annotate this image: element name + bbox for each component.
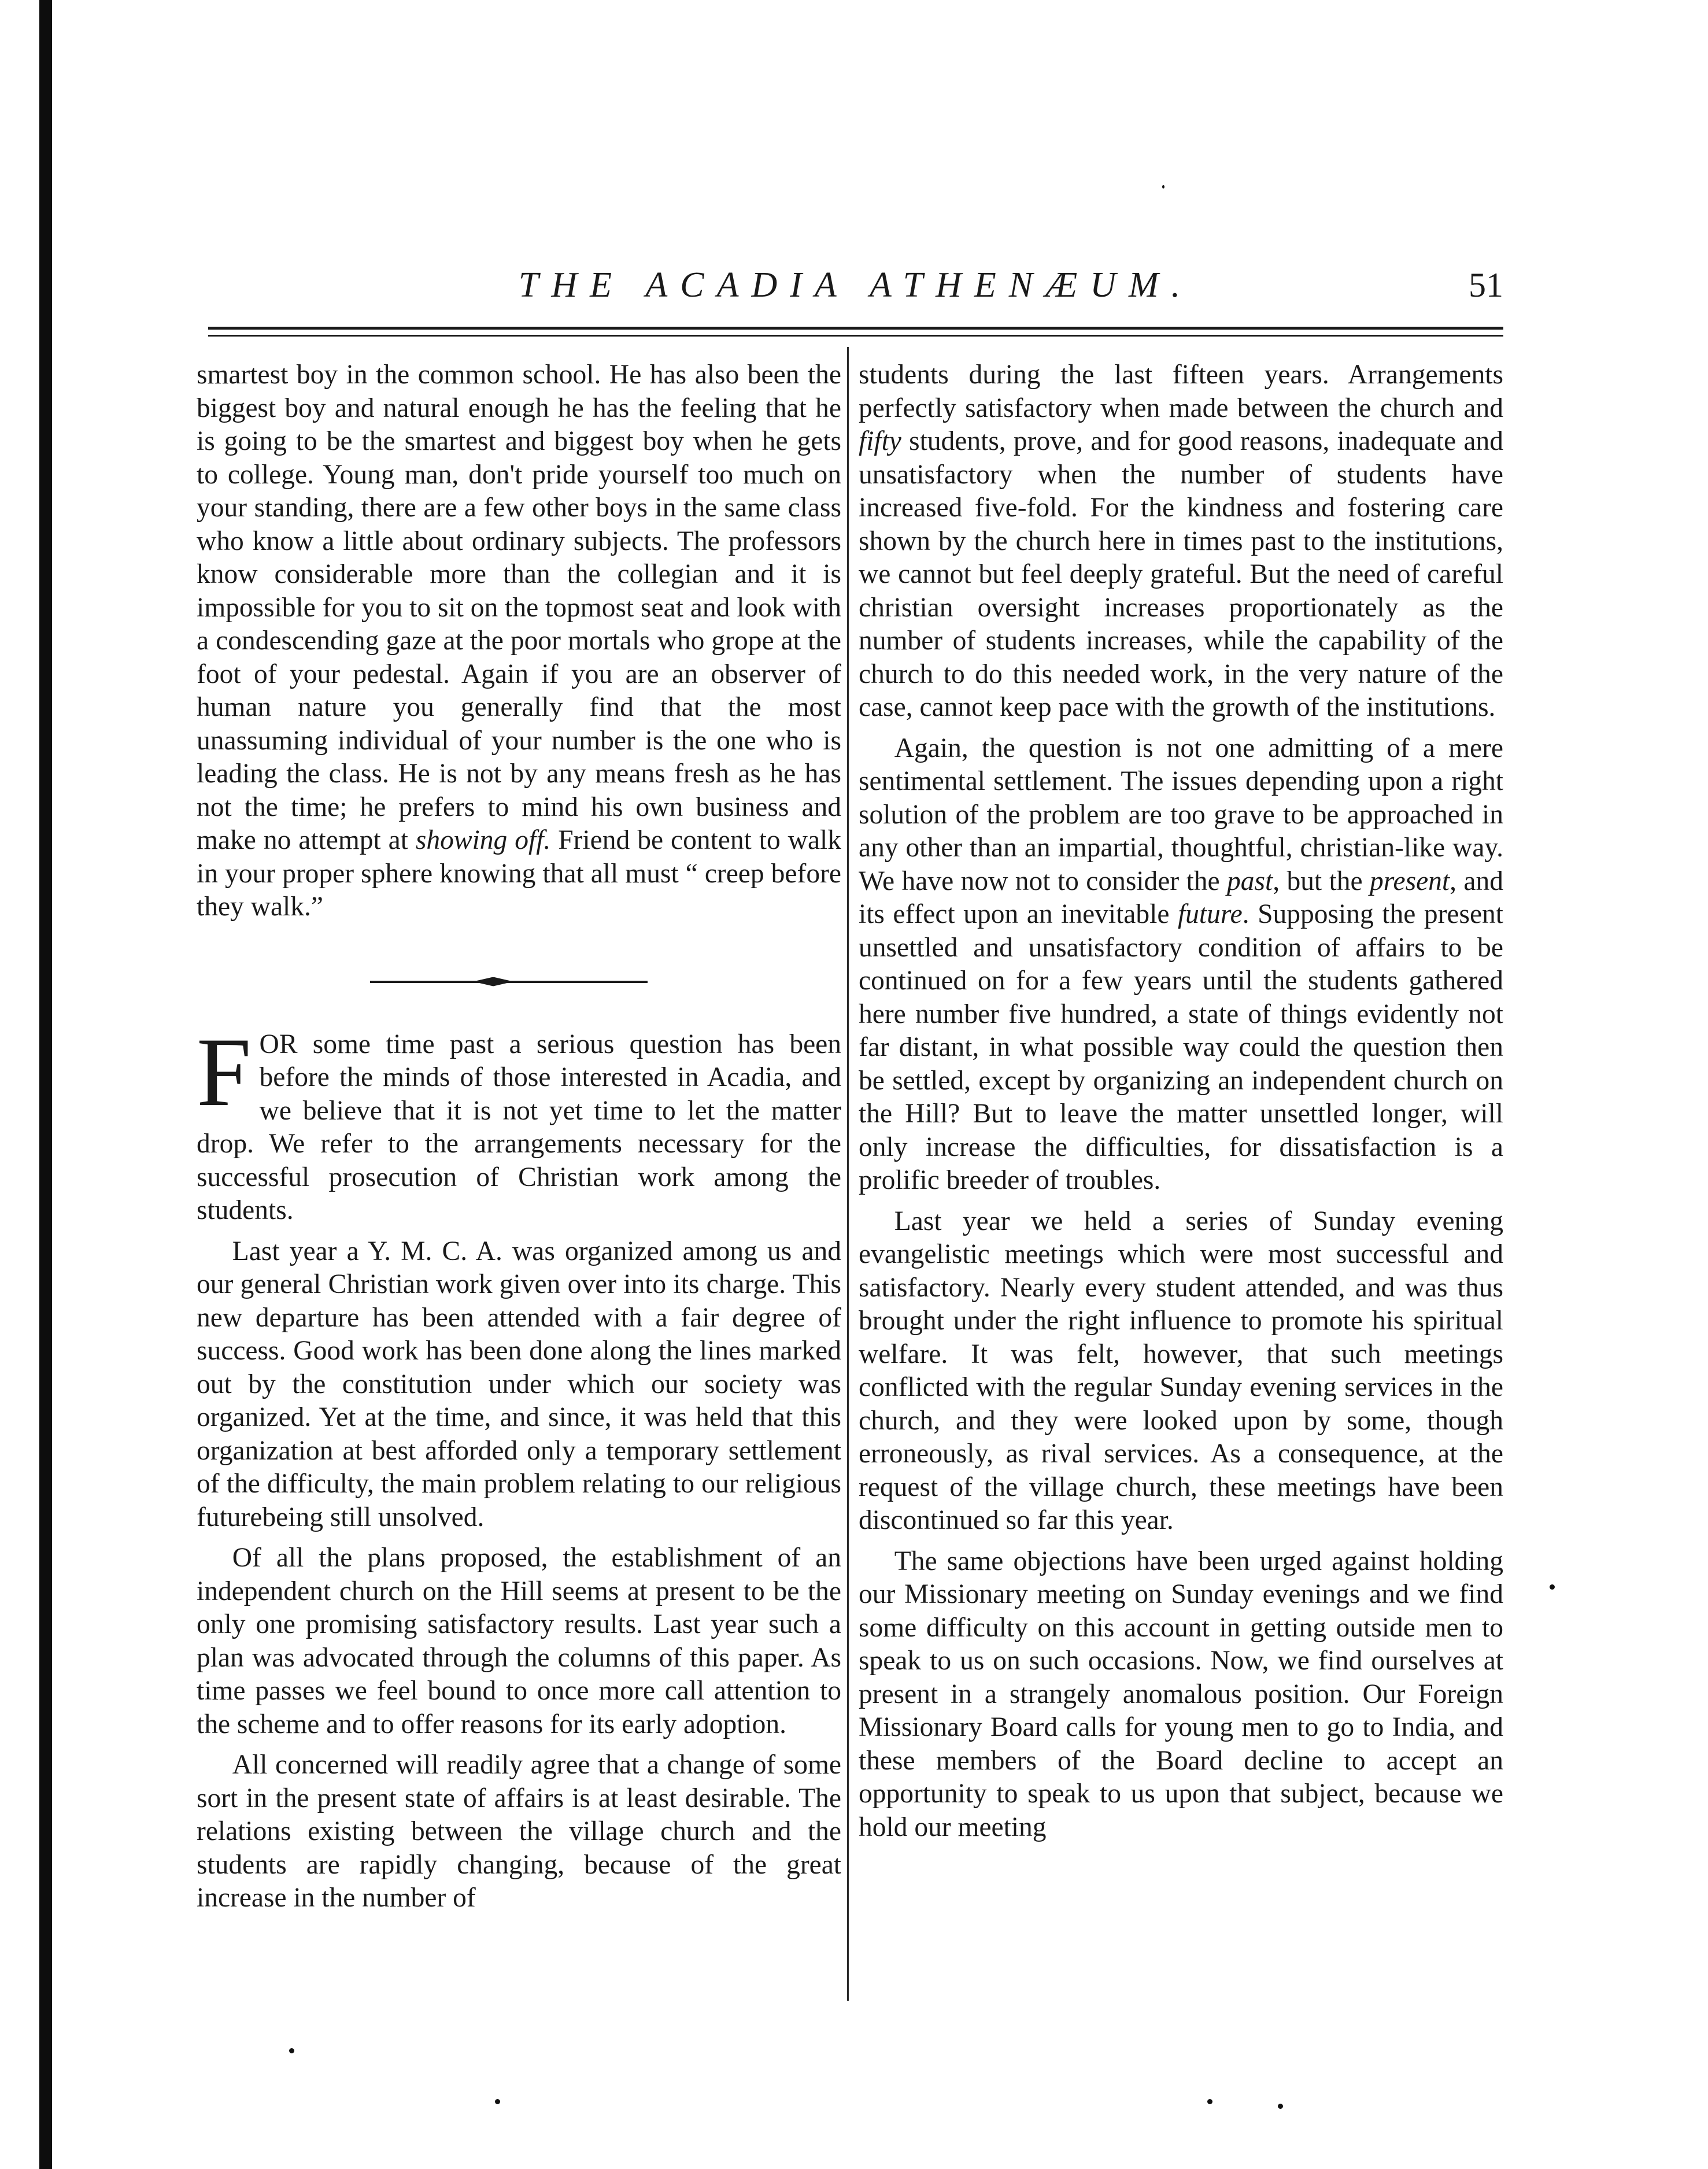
article-paragraph: Of all the plans proposed, the establishment of an independent church on the Hill seems at present to be the only one promising satisfactory results. Last year such a plan was advocated through the columns of this paper. As time passes we feel bound to once more call attention to the scheme and to offer reasons for its early adoption.: [197, 1543, 841, 1739]
continued-paragraph: [197, 359, 841, 924]
binding-edge: [39, 0, 52, 2169]
paragraph-text: Again, the question is not one admitting of a mere sentimental settlement. The issues depending upon a right solution of the problem are too grave to be approached in any other than an impartial, thoughtful, christian-like way. We have now not to consider the: [859, 733, 1503, 896]
running-head: [208, 259, 1503, 311]
italic-text: present: [1370, 866, 1450, 896]
drop-cap: F: [197, 1017, 252, 1126]
paragraph-text: students during the last fifteen years. Arrangements perfectly satisfactory when made between the church and: [859, 360, 1503, 423]
article-paragraph: Last year we held a series of Sunday evening evangelistic meetings which were most successful and satisfactory. Nearly every student attended, and was thus brought under the right influence to promote his spiritual welfare. It was felt, however, that such meetings conflicted with the regular Sunday evening services in the church, and they were looked upon by some, though erroneously, as rival services. As a consequence, at the request of the village church, these meetings have been discontinued so far this year.: [859, 1206, 1503, 1535]
paragraph-text: smartest boy in the common school. He has also been the biggest boy and natural enough he has the feeling that he is going to be the smartest and biggest boy when he gets to college. Young man, don't pride yourself too much on your standing, there are a few other boys in the same class who know a little about ordinary subjects. The professors know considerable more than the collegian and it is impossible for you to sit on the topmost seat and look with a condescending gaze at the poor mortals who grope at the foot of your pedestal. Again if you are an observer of human nature you generally find that the most unassuming individual of your number is the one who is leading the class. He is not by any means fresh as he has not the time; he prefers to mind his own business and make no attempt at: [197, 360, 841, 855]
paragraph-text: . Supposing the present unsettled and unsatisfactory condition of affairs to be continued on for a few years until the students gathered here number five hundred, a state of things evidently not far distant, in what possible way could the question then be settled, except by organizing an independent church on the Hill? But to leave the matter unsettled longer, will only increase the difficulties, for dissatisfaction is a prolific breeder of troubles.: [859, 899, 1503, 1195]
article-paragraph: The same objections have been urged against holding our Missionary meeting on Sunday evenings and we find some difficulty on this account in getting outside men to speak to us on such occasions. Now, we find ourselves at present in a strangely anomalous position. Our Foreign Missionary Board calls for young men to go to India, and these members of the Board decline to accept an opportunity to speak to us upon that subject, because we hold our meeting: [859, 1546, 1503, 1842]
header-rule: [208, 327, 1503, 330]
paragraph-text: , but the: [1273, 866, 1370, 896]
section-separator: [197, 965, 841, 999]
paragraph-text: Friend be content to walk in your proper sphere knowing that all must “ creep before they walk.”: [197, 825, 841, 922]
scan-speck: [1278, 2104, 1283, 2109]
paragraph-text: students, prove, and for good reasons, inadequate and unsatisfactory when the number of students have increased five-fold. For the kindness and fostering care shown by the church here in times past to the institutions, we cannot but feel deeply grateful. But the need of careful christian oversight increases proportionately as the number of students increases, while the capability of the church to do this needed work, in the very nature of the case, cannot keep pace with the growth of the institutions.: [859, 426, 1503, 722]
article-paragraph: [859, 359, 1503, 725]
right-column: [859, 359, 1503, 1852]
header-rule-thin: [208, 335, 1503, 337]
italic-text: showing off.: [415, 825, 551, 855]
separator-ornament: [473, 977, 513, 986]
scan-speck: [1550, 1584, 1555, 1590]
column-rule: [847, 347, 849, 2001]
scan-speck: [495, 2099, 500, 2104]
article-paragraph: [197, 1017, 841, 1228]
italic-text: past: [1227, 866, 1273, 896]
paragraph-text: , and its effect upon an inevitable: [859, 866, 1503, 929]
article-paragraph: [859, 732, 1503, 1198]
running-title: THE ACADIA ATHENÆUM.: [518, 265, 1193, 305]
scan-speck: [1162, 185, 1164, 189]
paragraph-text: OR some time past a serious question has been before the minds of those interested in Acadia, and we believe that it is not yet time to let the matter drop. We refer to the arrangements necessary for the successful prosecution of Christian work among the students.: [197, 1029, 841, 1225]
italic-text: fifty: [859, 426, 901, 456]
italic-text: future: [1177, 899, 1243, 929]
page-number: 51: [1469, 266, 1503, 304]
article-paragraph: Last year a Y. M. C. A. was organized among us and our general Christian work given over into its charge. This new departure has been attended with a fair degree of success. Good work has been done along the lines marked out by the constitution under which our society was organized. Yet at the time, and since, it was held that this organization at best afforded only a temporary settlement of the difficulty, the main problem relating to our religious futurebeing still unsolved.: [197, 1236, 841, 1532]
scan-speck: [1207, 2099, 1212, 2104]
scan-speck: [289, 2048, 294, 2053]
left-column: [197, 359, 841, 1923]
article-paragraph: All concerned will readily agree that a change of some sort in the present state of affairs is at least desirable. The relations existing between the village church and the students are rapidly changing, because of the great increase in the number of: [197, 1750, 841, 1913]
